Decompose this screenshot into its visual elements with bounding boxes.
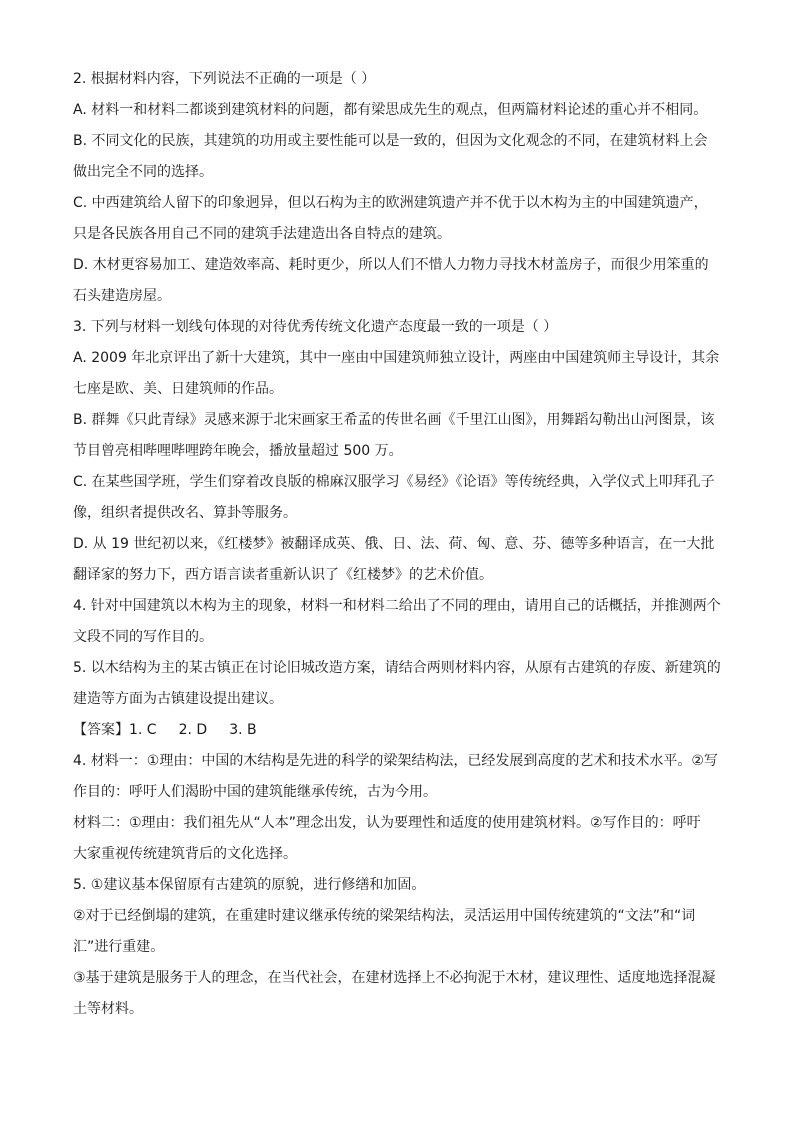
question-3-option-a: A. 2009 年北京评出了新十大建筑，其中一座由中国建筑师独立设计，两座由中国建筑师主导设计，其余 <box>73 350 720 366</box>
question-2-stem: 2. 根据材料内容，下列说法不正确的一项是（ ） <box>73 71 376 87</box>
question-3-option-d: D. 从 19 世纪初以来，《红楼梦》被翻译成英、俄、日、法、荷、匈、意、芬、德等多种语言，在一大批 <box>73 536 715 552</box>
answer-4-line-3: 材料二：①理由：我们祖先从“人本”理念出发，认为要理性和适度的使用建筑材料。②写作目的：呼吁 <box>73 815 701 831</box>
question-2-option-d-cont: 石头建造房屋。 <box>73 288 171 304</box>
answer-5-line-2: ②对于已经倒塌的建筑，在重建时建议继承传统的梁架结构法，灵活运用中国传统建筑的“文法”和“词 <box>73 908 696 924</box>
answer-5-line-4: ③基于建筑是服务于人的理念，在当代社会，在建材选择上不必拘泥于木材，建议理性、适度地选择混凝 <box>73 970 716 986</box>
question-3-option-d-cont: 翻译家的努力下，西方语言读者重新认识了《红楼梦》的艺术价值。 <box>73 567 493 583</box>
question-2-option-d: D. 木材更容易加工、建造效率高、耗时更少，所以人们不惜人力物力寻找木材盖房子，而很少用笨重的 <box>73 257 709 273</box>
question-2-option-b: B. 不同文化的民族，其建筑的功用或主要性能可以是一致的，但因为文化观念的不同，在建筑材料上会 <box>73 133 708 149</box>
question-2-option-c: C. 中西建筑给人留下的印象迥异，但以石构为主的欧洲建筑遗产并不优于以木构为主的中国建筑遗产， <box>73 195 708 211</box>
question-3-stem: 3. 下列与材料一划线句体现的对待优秀传统文化遗产态度最一致的一项是（ ） <box>73 319 558 335</box>
question-3-option-c-cont: 像，组织者提供改名、算卦等服务。 <box>73 505 297 521</box>
question-2-option-b-cont: 做出完全不同的选择。 <box>73 164 213 180</box>
question-3-option-a-cont: 七座是欧、美、日建筑师的作品。 <box>73 381 283 397</box>
document-body <box>73 64 723 1025</box>
question-2-option-a: A. 材料一和材料二都谈到建筑材料的问题，都有梁思成先生的观点，但两篇材料论述的重心并不相同。 <box>73 102 708 118</box>
question-5-cont: 建造等方面为古镇建设提出建议。 <box>73 691 283 707</box>
question-3-option-b-cont: 节目曾亮相哔哩哔哩跨年晚会，播放量超过 500 万。 <box>73 443 403 459</box>
question-5: 5. 以木结构为主的某古镇正在讨论旧城改造方案，请结合两则材料内容，从原有古建筑的存废、新建筑的 <box>73 660 721 676</box>
answer-line <box>73 715 723 746</box>
question-4-cont: 文段不同的写作目的。 <box>73 629 213 645</box>
answer-2: 2. D <box>178 722 208 738</box>
question-2-option-c-cont: 只是各民族各用自己不同的建筑手法建造出各自特点的建筑。 <box>73 226 451 242</box>
answer-1: 1. C <box>129 722 157 738</box>
answer-4-line-1: 4. 材料一：①理由：中国的木结构是先进的科学的梁架结构法，已经发展到高度的艺术和技术水平。②写 <box>73 753 718 769</box>
answer-4-line-2: 作目的：呼吁人们渴盼中国的建筑能继承传统，古为今用。 <box>73 784 437 800</box>
answer-5-line-5: 土等材料。 <box>73 1001 143 1017</box>
answer-4-line-4: 大家重视传统建筑背后的文化选择。 <box>73 846 297 862</box>
answer-5-line-1: 5. ①建议基本保留原有古建筑的原貌，进行修缮和加固。 <box>73 877 426 893</box>
answer-3: 3. B <box>229 722 257 738</box>
question-3-option-b: B. 群舞《只此青绿》灵感来源于北宋画家王希孟的传世名画《千里江山图》，用舞蹈勾勒出山河图景，该 <box>73 412 715 428</box>
question-3-option-c: C. 在某些国学班，学生们穿着改良版的棉麻汉服学习《易经》《论语》等传统经典，入学仪式上叩拜孔子 <box>73 474 715 490</box>
answer-5-line-3: 汇”进行重建。 <box>73 939 165 955</box>
answer-tag: 【答案】 <box>73 722 129 738</box>
question-4: 4. 针对中国建筑以木构为主的现象，材料一和材料二给出了不同的理由，请用自己的话概括，并推测两个 <box>73 598 721 614</box>
